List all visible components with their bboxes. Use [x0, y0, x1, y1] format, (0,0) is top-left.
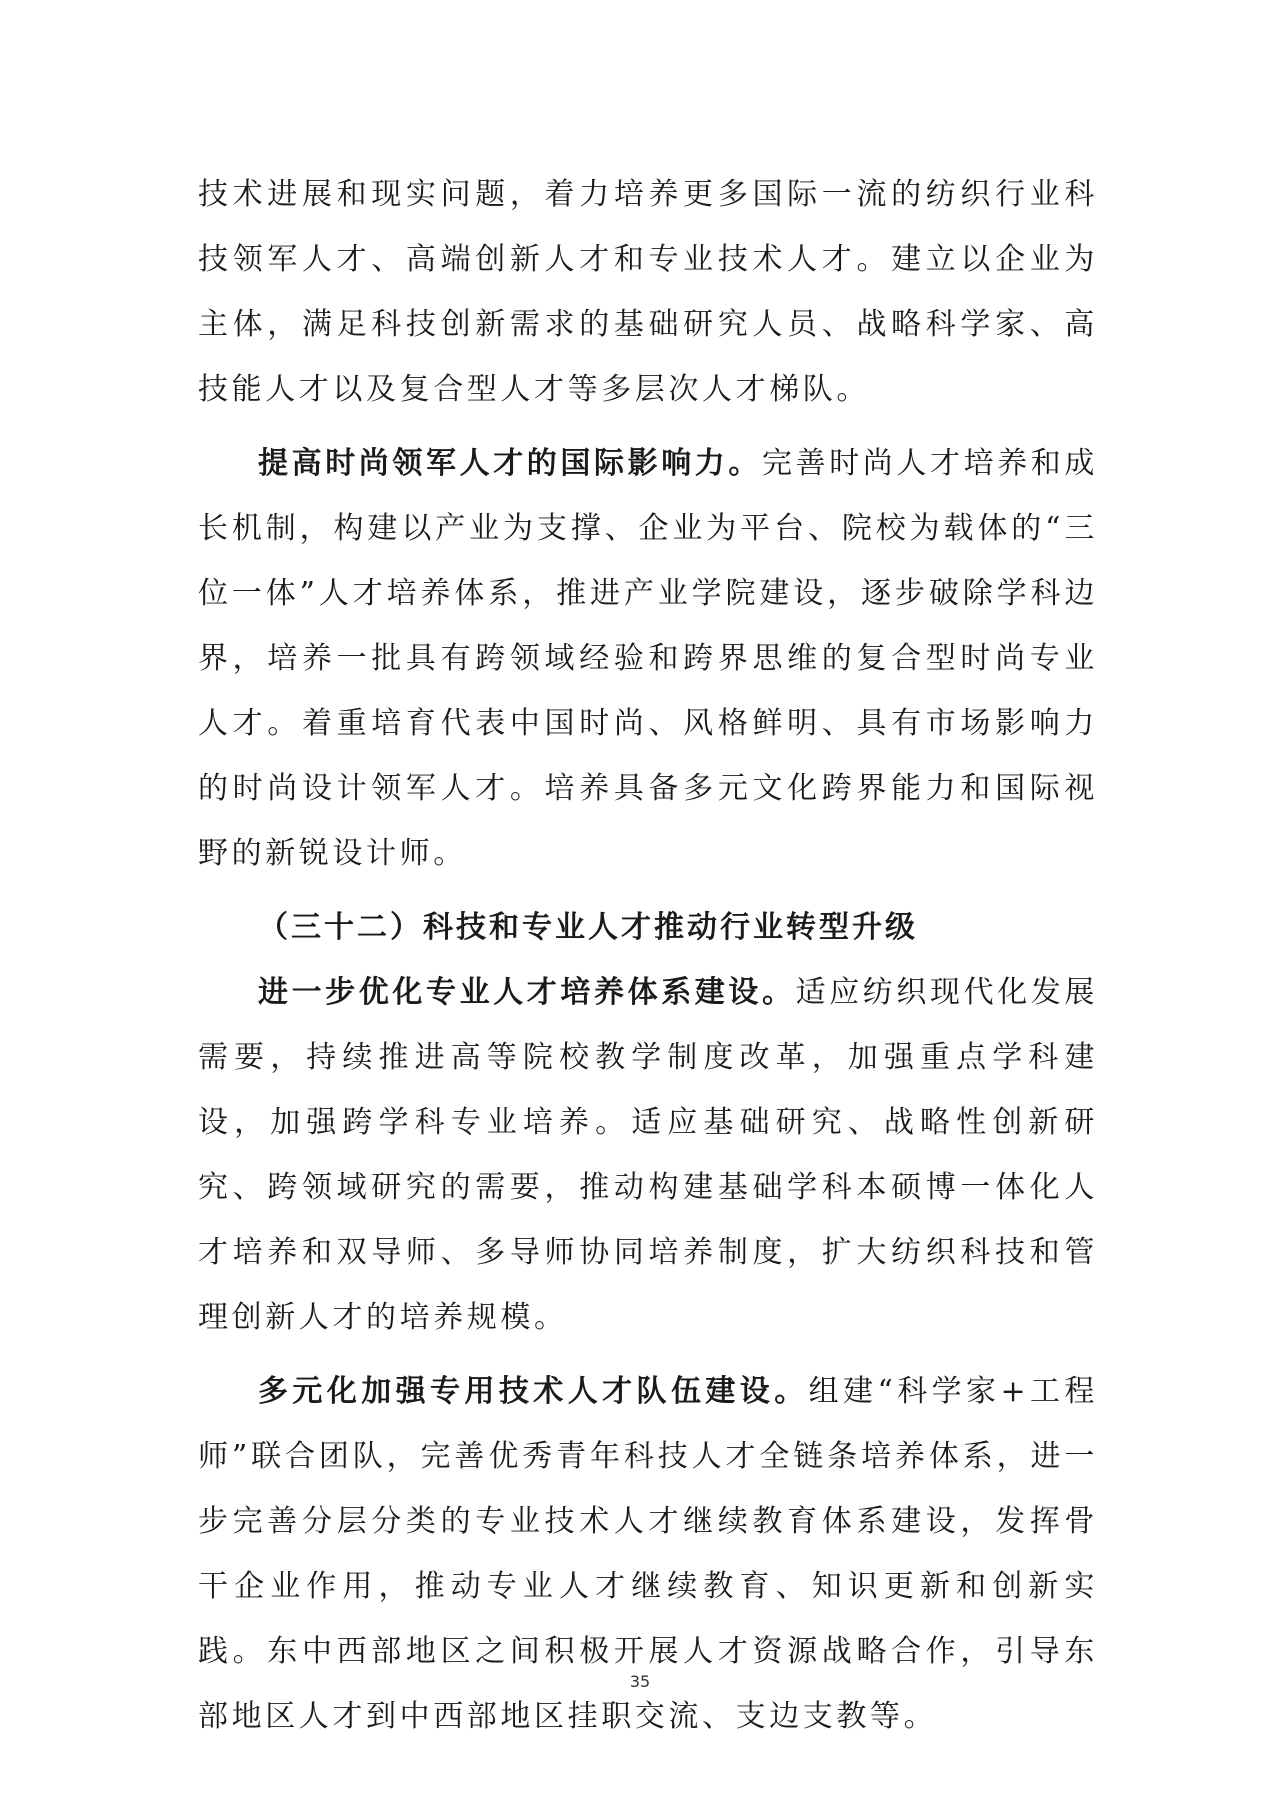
- paragraph-training-system: [198, 960, 1098, 1350]
- paragraph-text: 完善时尚人才培养和成长机制，构建以产业为支撑、企业为平台、院校为载体的“三位一体”人才培养体系，推进产业学院建设，逐步破除学科边界，培养一批具有跨领域经验和跨界思维的复合型时尚专业人才。着重培育代表中国时尚、风格鲜明、具有市场影响力的时尚设计领军人才。培养具备多元文化跨界能力和国际视野的新锐设计师。: [198, 446, 1098, 871]
- body-text: [198, 162, 1098, 1749]
- paragraph-fashion-talent: [198, 431, 1098, 886]
- paragraph-text: 适应纺织现代化发展需要，持续推进高等院校教学制度改革，加强重点学科建设，加强跨学科专业培养。适应基础研究、战略性创新研究、跨领域研究的需要，推动构建基础学科本硕博一体化人才培养和双导师、多导师协同培养制度，扩大纺织科技和管理创新人才的培养规模。: [198, 975, 1099, 1335]
- paragraph-continued: [198, 162, 1098, 422]
- paragraph-lead: 多元化加强专用技术人才队伍建设。: [258, 1374, 809, 1409]
- paragraph-text: 技术进展和现实问题，着力培养更多国际一流的纺织行业科技领军人才、高端创新人才和专业技术人才。建立以企业为主体，满足科技创新需求的基础研究人员、战略科学家、高技能人才以及复合型人才等多层次人才梯队。: [198, 177, 1098, 407]
- section-heading: （三十二）科技和专业人才推动行业转型升级: [258, 910, 918, 945]
- page-number: 35: [629, 1672, 651, 1691]
- paragraph-text: 组建“科学家+工程师”联合团队，完善优秀青年科技人才全链条培养体系，进一步完善分层分类的专业技术人才继续教育体系建设，发挥骨干企业作用，推动专业人才继续教育、知识更新和创新实践。东中西部地区之间积极开展人才资源战略合作，引导东部地区人才到中西部地区挂职交流、支边支教等。: [198, 1374, 1099, 1734]
- paragraph-lead: 进一步优化专业人才培养体系建设。: [258, 975, 796, 1010]
- paragraph-lead: 提高时尚领军人才的国际影响力。: [258, 446, 762, 481]
